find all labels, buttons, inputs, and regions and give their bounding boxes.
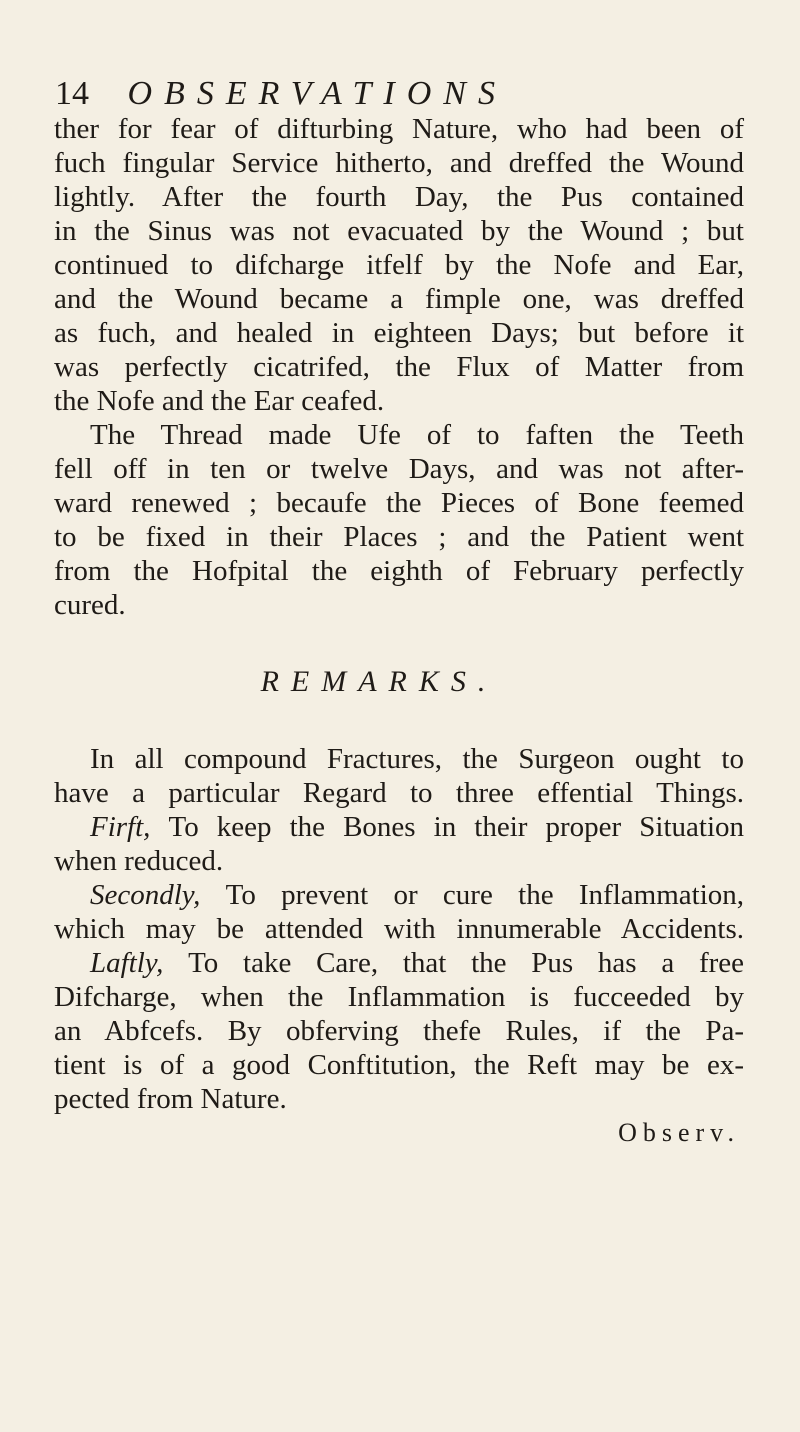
text-line: lightly. After the fourth Day, the Pus contained: [54, 181, 744, 213]
text-line: as fuch, and healed in eighteen Days; but before it: [54, 317, 744, 349]
page-header: [55, 72, 675, 116]
running-title: OBSERVATIONS: [127, 75, 507, 112]
text-line: when reduced.: [54, 845, 224, 877]
text-line: continued to difcharge itfelf by the Nofe and Ear,: [54, 249, 744, 281]
text-line: cured.: [54, 589, 126, 621]
text-line: To take Care, that the Pus has a free: [188, 947, 745, 979]
text-line: have a particular Regard to three effential Things.: [54, 777, 744, 809]
text-line: Difcharge, when the Inflammation is fucceeded by: [54, 981, 744, 1013]
text-line: which may be attended with innumerable Accidents.: [54, 913, 744, 945]
text-line: To keep the Bones in their proper Situation: [168, 811, 744, 843]
catchword: Observ.: [618, 1118, 740, 1147]
remarks-heading: REMARKS.: [260, 665, 498, 698]
text-line: ward renewed ; becaufe the Pieces of Bone feemed: [54, 487, 744, 519]
text-line: and the Wound became a fimple one, was dreffed: [54, 283, 744, 315]
text-line: was perfectly cicatrifed, the Flux of Matter from: [54, 351, 744, 383]
page-number: 14: [55, 75, 89, 112]
lastly-lead: Laftly,: [90, 947, 164, 979]
text-line: to be fixed in their Places ; and the Patient went: [54, 521, 744, 553]
text-line: pected from Nature.: [54, 1083, 287, 1115]
first-item: [54, 810, 744, 844]
text-line: the Nofe and the Ear ceafed.: [54, 385, 385, 417]
text-line: tient is of a good Conftitution, the Reft may be ex-: [54, 1049, 744, 1081]
text-line: ther for fear of difturbing Nature, who had been of: [54, 113, 744, 145]
text-line: To prevent or cure the Inflammation,: [225, 879, 744, 911]
text-line: in the Sinus was not evacuated by the Wound ; but: [54, 215, 744, 247]
text-line: fuch fingular Service hitherto, and dreffed the Wound: [54, 147, 744, 179]
body-text: [54, 112, 744, 1116]
first-lead: Firft,: [90, 811, 151, 843]
text-line: fell off in ten or twelve Days, and was not after-: [54, 453, 744, 485]
text-line: In all compound Fractures, the Surgeon ought to: [90, 743, 744, 775]
text-line: The Thread made Ufe of to faften the Teeth: [90, 419, 744, 451]
lastly-item: [54, 946, 744, 980]
spacer: [54, 622, 744, 642]
secondly-item: [54, 878, 744, 912]
spacer: [54, 722, 744, 742]
text-line: from the Hofpital the eighth of February perfectly: [54, 555, 744, 587]
secondly-lead: Secondly,: [90, 879, 201, 911]
text-line: an Abfcefs. By obferving thefe Rules, if the Pa-: [54, 1015, 744, 1047]
